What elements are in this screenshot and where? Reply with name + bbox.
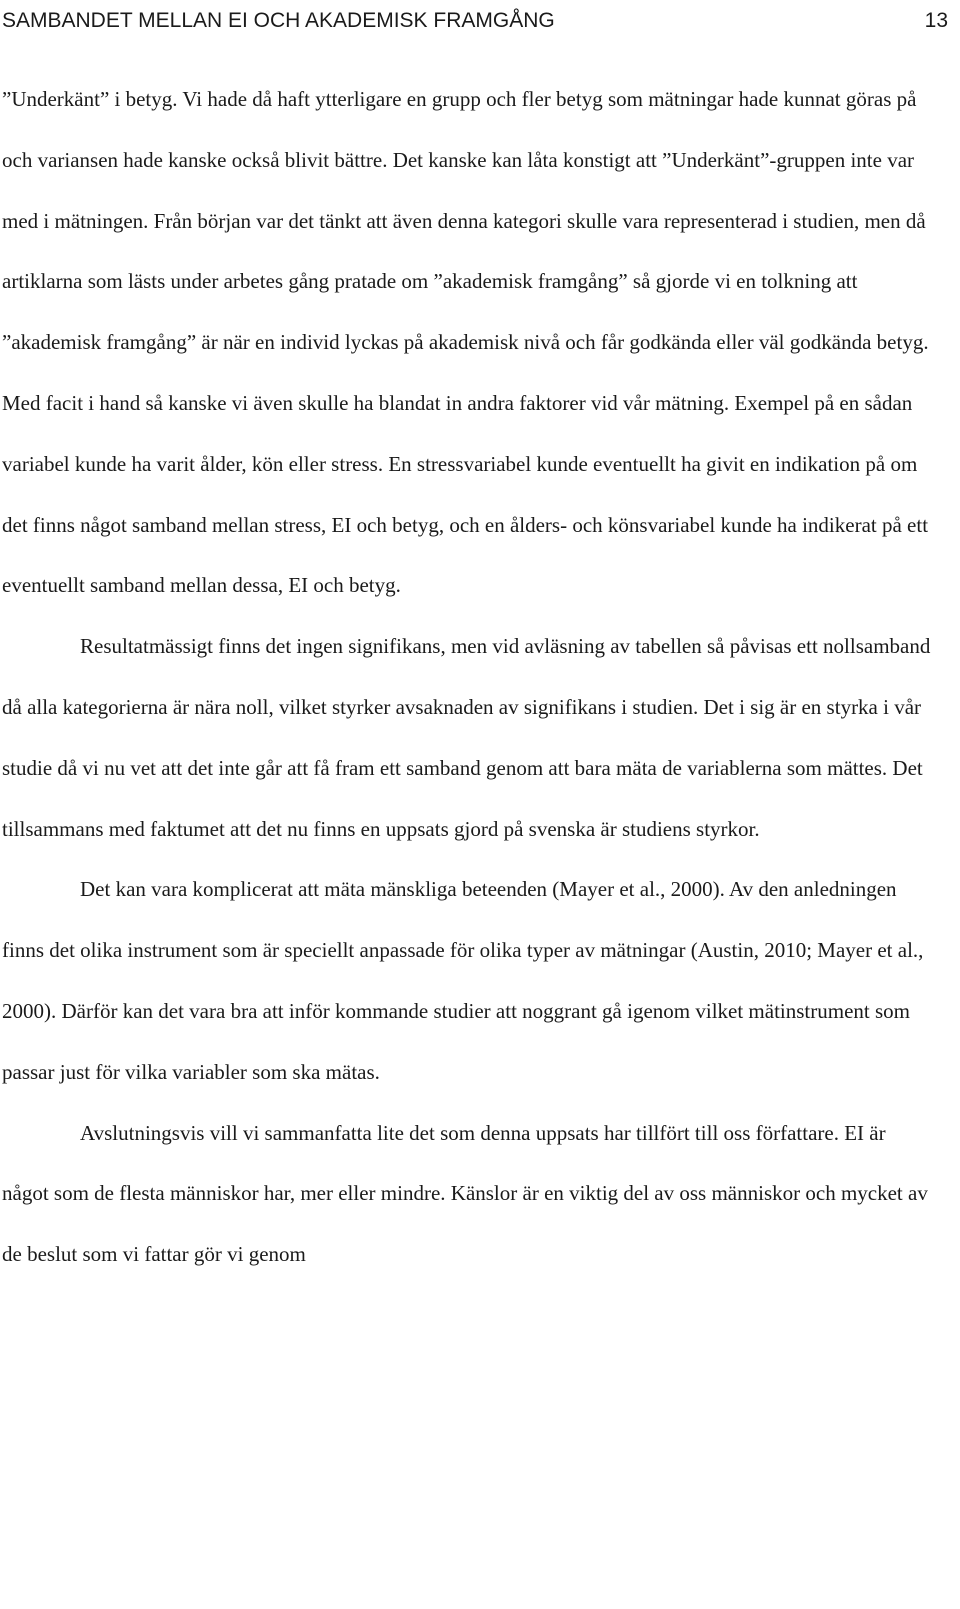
paragraph: Det kan vara komplicerat att mäta mänskliga beteenden (Mayer et al., 2000). Av den anledningen finns det olika instrument som är speciellt anpassade för olika typer av mätningar (Austin, 2010; Mayer et al., 2000). Därför kan det vara bra att inför kommande studier att noggrant gå igenom vilket mätinstrument som passar just för vilka variabler som ska mätas. (2, 877, 924, 1084)
paragraph: ”Underkänt” i betyg. Vi hade då haft ytterligare en grupp och fler betyg som mätningar hade kunnat göras på och variansen hade kanske också blivit bättre. Det kanske kan låta konstigt att ”Underkänt”-gruppen inte var med i mätningen. Från början var det tänkt att även denna kategori skulle vara representerad i studien, men då artiklarna som lästs under arbetes gång pratade om ”akademisk framgång” så gjorde vi en tolkning att ”akademisk framgång” är när en individ lyckas på akademisk nivå och får godkända eller väl godkända betyg. Med facit i hand så kanske vi även skulle ha blandat in andra faktorer vid vår mätning. Exempel på en sådan variabel kunde ha varit ålder, kön eller stress. En stressvariabel kunde eventuellt ha givit en indikation på om det finns något samband mellan stress, EI och betyg, och en ålders- och könsvariabel kunde ha indikerat på ett eventuellt samband mellan dessa, EI och betyg. (2, 87, 929, 598)
page-number: 13 (924, 9, 948, 32)
paragraph: Resultatmässigt finns det ingen signifikans, men vid avläsning av tabellen så påvisas ett nollsamband då alla kategorierna är nära noll, vilket styrker avsaknaden av signifikans i studien. Det i sig är en styrka i vår studie då vi nu vet att det inte går att få fram ett samband genom att bara mäta de variablerna som mättes. Det tillsammans med faktumet att det nu finns en uppsats gjord på svenska är studiens styrkor. (2, 634, 931, 841)
running-header (2, 6, 948, 36)
body-text (2, 69, 932, 1285)
running-title: SAMBANDET MELLAN EI OCH AKADEMISK FRAMGÅNG (2, 9, 555, 32)
paragraph: Avslutningsvis vill vi sammanfatta lite det som denna uppsats har tillfört till oss författare. EI är något som de flesta människor har, mer eller mindre. Känslor är en viktig del av oss människor och mycket av de beslut som vi fattar gör vi genom (2, 1120, 928, 1267)
